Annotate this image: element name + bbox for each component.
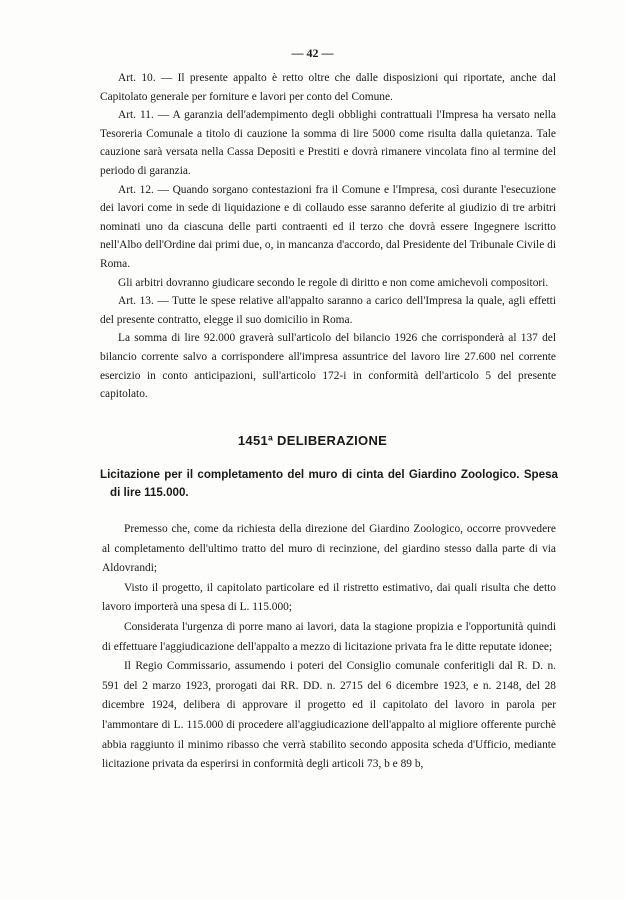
deliberation-body	[102, 520, 556, 775]
budget-paragraph: La somma di lire 92.000 graverà sull'articolo del bilancio 1926 che corrisponderà al 137 del bilancio corrente salvo a corrispondere all'impresa assuntrice del lavoro lire 27.600 nel corrente esercizio in conto anticipazioni, sull'articolo 172-i in conformità dell'articolo 5 del presente capitolato.	[100, 332, 556, 401]
project-paragraph: Visto il progetto, il capitolato particolare ed il ristretto estimativo, dai quali risulta che detto lavoro importerà una spesa di L. 115.000;	[102, 581, 556, 614]
article-11: Art. 11. — A garanzia dell'adempimento degli obblighi contrattuali l'Impresa ha versato nella Tesoreria Comunale a titolo di cauzione la somma di lire 5000 come risulta dalla quietanza. Tale cauzione sarà versata nella Cassa Depositi e Prestiti e dovrà rimanere vincolata fino al termine del periodo di garanzia.	[100, 109, 556, 177]
urgency-paragraph: Considerata l'urgenza di porre mano ai lavori, data la stagione propizia e l'opportunità quindi di effettuare l'aggiudicazione dell'appalto a mezzo di licitazione privata fra le ditte reputate idonee;	[102, 620, 556, 653]
arbiters-paragraph: Gli arbitri dovranno giudicare secondo le regole di diritto e non come amichevoli compositori.	[118, 276, 549, 289]
page-number: — 42 —	[291, 46, 334, 60]
premise-paragraph: Premesso che, come da richiesta della direzione del Giardino Zoologico, occorre provvedere al completamento dell'ultimo tratto del muro di recinzione, del giardino stesso dalla parte di via Aldovrandi;	[102, 523, 556, 575]
article-12: Art. 12. — Quando sorgano contestazioni fra il Comune e l'Impresa, così durante l'esecuzione dei lavori come in sede di liquidazione e di collaudo esse saranno deferite al giudizio di tre arbitri nominati uno da ciascuna delle parti contraenti ed il terzo che dovrà essere Ingegnere iscritto nell'Albo dell'Ordine dai primi due, o, in mancanza d'accordo, dal Presidente del Tribunale Civile di Roma.	[100, 183, 556, 270]
contract-articles	[100, 69, 556, 404]
article-13: Art. 13. — Tutte le spese relative all'appalto saranno a carico dell'Impresa la quale, agli effetti del presente contratto, elegge il suo domicilio in Roma.	[100, 295, 556, 326]
deliberation-subject: Licitazione per il completamento del muro di cinta del Giardino Zoologico. Spesa di lire 115.000.	[100, 468, 558, 499]
article-10: Art. 10. — Il presente appalto è retto oltre che dalle disposizioni qui riportate, anche dal Capitolato generale per forniture e lavori per conto del Comune.	[100, 72, 556, 103]
decision-paragraph: Il Regio Commissario, assumendo i poteri del Consiglio comunale conferitigli dal R. D. n. 591 del 2 marzo 1923, prorogati dai RR. DD. n. 2715 del 6 dicembre 1923, e n. 2148, del 28 dicembre 1924, delibera di approvare il progetto ed il capitolato del lavoro in parola per l'ammontare di L. 115.000 di procedere all'aggiudicazione dell'appalto al migliore offerente purchè abbia raggiunto il minimo ribasso che verrà stabilito secondo apposita scheda d'Ufficio, mediante licitazione privata da esperirsi in conformità degli articoli 73, b e 89 b,	[102, 660, 556, 771]
deliberation-title: 1451ª DELIBERAZIONE	[237, 433, 388, 448]
